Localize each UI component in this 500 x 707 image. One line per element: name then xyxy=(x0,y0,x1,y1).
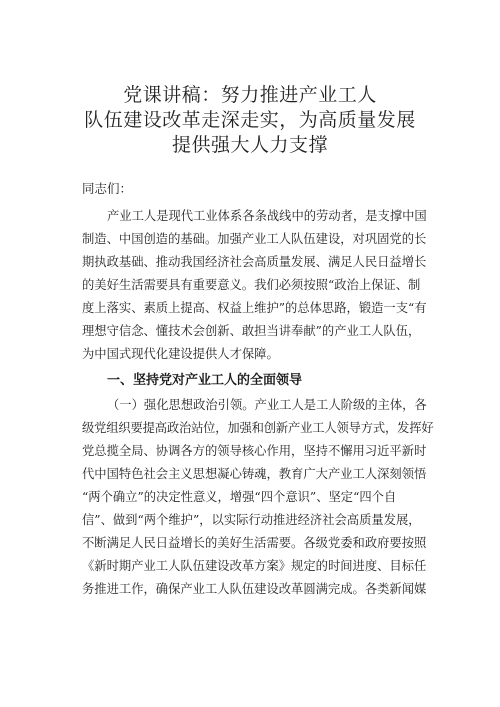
intro-line: 产业工人是现代工业体系各条战线中的劳动者，是支撑中国 xyxy=(107,209,427,223)
section-line: 务推进工作，确保产业工人队伍建设改革圆满完成。各类新闻媒 xyxy=(82,582,427,596)
section-line: 级党组织要提高政治站位，加强和创新产业工人领导方式，发挥好 xyxy=(82,421,434,435)
intro-line: 为中国式现代化建设提供人才保障。 xyxy=(82,347,279,361)
section-line: 党总揽全局、协调各方的领导核心作用，坚持不懈用习近平新时 xyxy=(82,444,427,458)
intro-line: 理想守信念、懂技术会创新、敢担当讲奉献”的产业工人队伍， xyxy=(82,324,421,338)
section-line: 《新时期产业工人队伍建设改革方案》规定的时间进度、目标任 xyxy=(82,559,427,573)
section-line: “两个确立”的决定性意义，增强“四个意识”、坚定“四个自 xyxy=(82,490,397,504)
document-title-line-3: 提供强大人力支撑 xyxy=(171,134,328,156)
document-title-line-2: 队伍建设改革走深走实，为高质量发展 xyxy=(84,109,416,131)
intro-line: 的美好生活需要具有重要意义。我们必须按照“政治上保证、制 xyxy=(82,278,421,292)
intro-line: 度上落实、素质上提高、权益上维护”的总体思路，锻造一支“有 xyxy=(82,301,427,315)
salutation: 同志们： xyxy=(82,181,133,196)
section-line: 代中国特色社会主义思想凝心铸魂，教育广大产业工人深刻领悟 xyxy=(82,467,427,481)
section-heading: 一、坚持党对产业工人的全面领导 xyxy=(107,373,303,388)
intro-line: 期执政基础、推动我国经济社会高质量发展、满足人民日益增长 xyxy=(82,255,427,269)
section-line: 不断满足人民日益增长的美好生活需要。各级党委和政府要按照 xyxy=(82,536,427,550)
intro-line: 制造、中国创造的基础。加强产业工人队伍建设，对巩固党的长 xyxy=(82,232,427,246)
section-line: 信”、做到“两个维护”，以实际行动推进经济社会高质量发展， xyxy=(82,513,421,527)
section-line: （一）强化思想政治引领。产业工人是工人阶级的主体，各 xyxy=(107,398,427,412)
document-title-line-1: 党课讲稿：努力推进产业工人 xyxy=(123,84,377,106)
